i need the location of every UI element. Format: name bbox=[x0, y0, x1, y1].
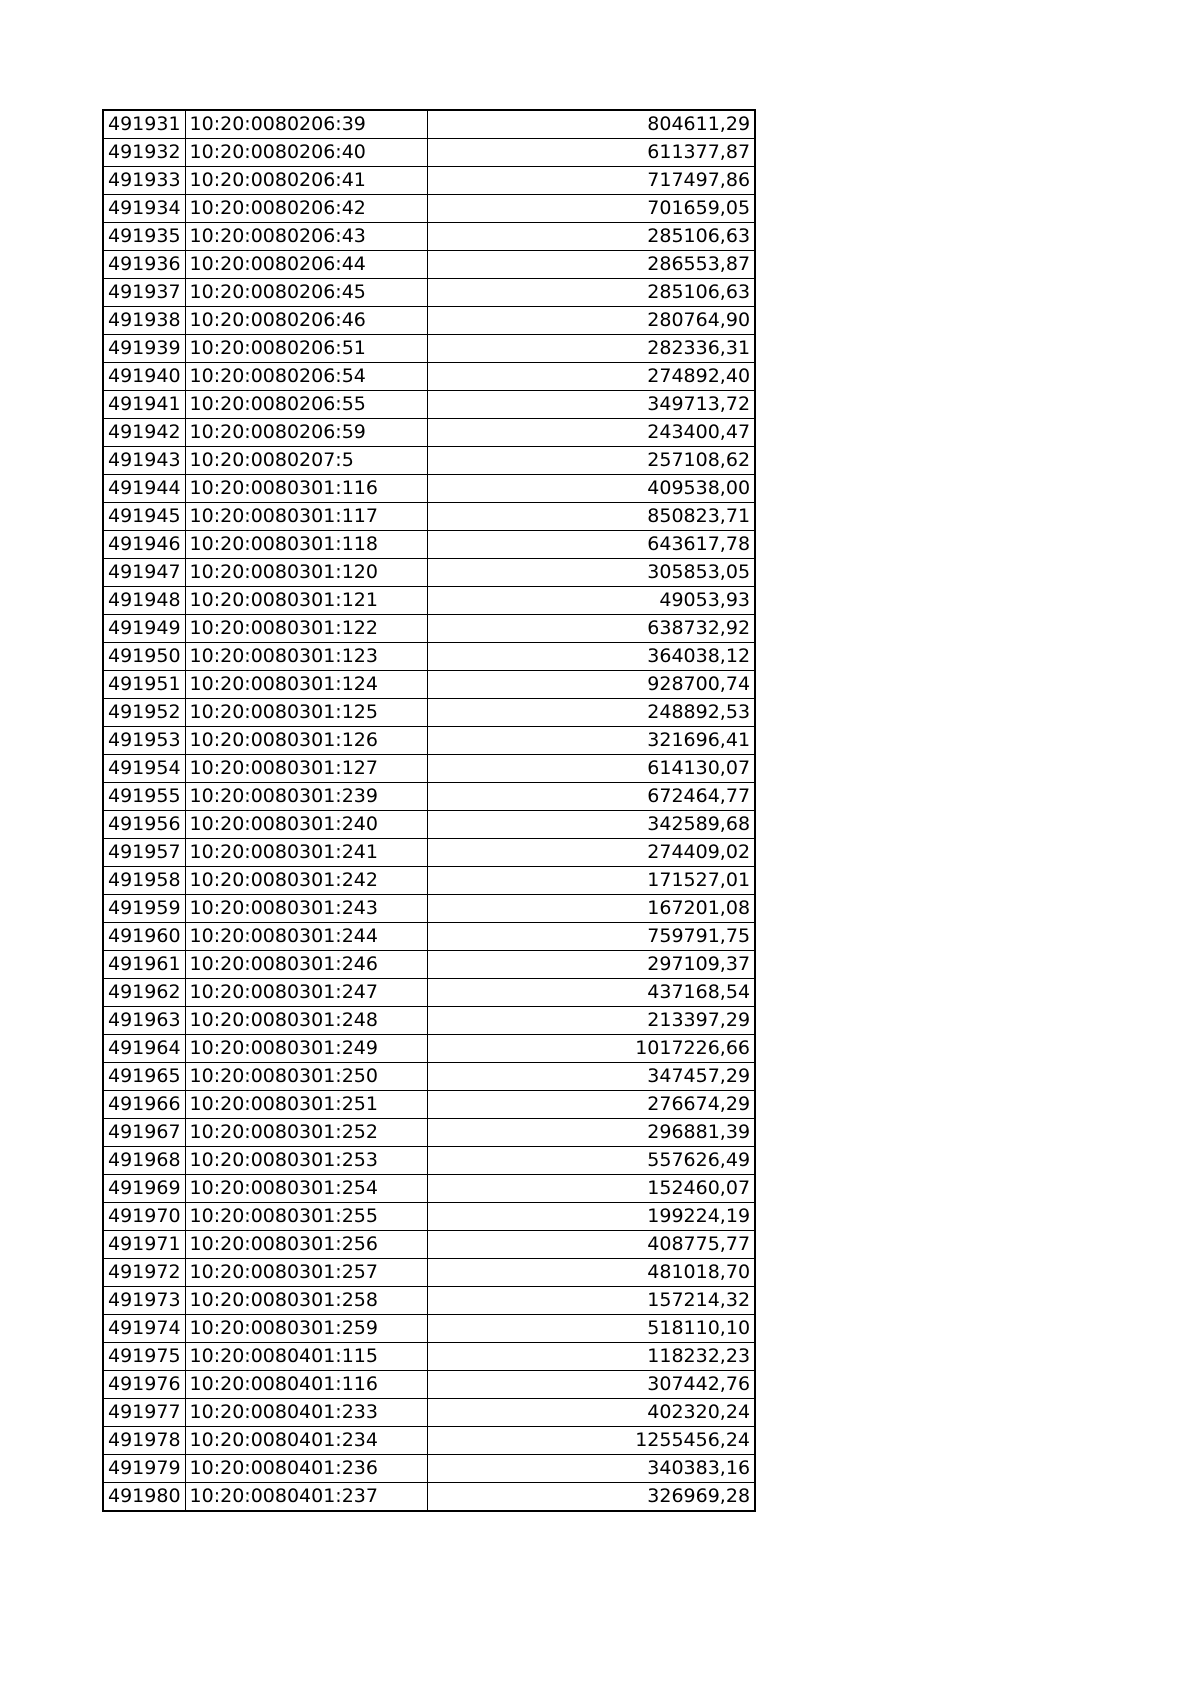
cadastral-number-cell: 10:20:0080301:239 bbox=[185, 783, 427, 811]
cadastral-value-cell: 326969,28 bbox=[427, 1483, 755, 1512]
table-row bbox=[103, 110, 755, 139]
row-number-cell: 491937 bbox=[103, 279, 185, 307]
row-number-cell: 491942 bbox=[103, 419, 185, 447]
cadastral-number-cell: 10:20:0080301:121 bbox=[185, 587, 427, 615]
cadastral-value-cell: 408775,77 bbox=[427, 1231, 755, 1259]
cadastral-value-cell: 437168,54 bbox=[427, 979, 755, 1007]
table-row bbox=[103, 839, 755, 867]
cadastral-number-cell: 10:20:0080301:255 bbox=[185, 1203, 427, 1231]
cadastral-number-cell: 10:20:0080206:54 bbox=[185, 363, 427, 391]
cadastral-value-cell: 276674,29 bbox=[427, 1091, 755, 1119]
cadastral-value-cell: 199224,19 bbox=[427, 1203, 755, 1231]
row-number-cell: 491971 bbox=[103, 1231, 185, 1259]
cadastral-number-cell: 10:20:0080301:251 bbox=[185, 1091, 427, 1119]
cadastral-value-cell: 1255456,24 bbox=[427, 1427, 755, 1455]
table-row bbox=[103, 1455, 755, 1483]
cadastral-value-cell: 118232,23 bbox=[427, 1343, 755, 1371]
cadastral-number-cell: 10:20:0080401:115 bbox=[185, 1343, 427, 1371]
table-row bbox=[103, 447, 755, 475]
cadastral-value-cell: 307442,76 bbox=[427, 1371, 755, 1399]
row-number-cell: 491976 bbox=[103, 1371, 185, 1399]
table-row bbox=[103, 223, 755, 251]
table-row bbox=[103, 167, 755, 195]
table-row bbox=[103, 195, 755, 223]
row-number-cell: 491949 bbox=[103, 615, 185, 643]
cadastral-number-cell: 10:20:0080301:248 bbox=[185, 1007, 427, 1035]
row-number-cell: 491959 bbox=[103, 895, 185, 923]
cadastral-value-cell: 611377,87 bbox=[427, 139, 755, 167]
row-number-cell: 491974 bbox=[103, 1315, 185, 1343]
cadastral-value-cell: 305853,05 bbox=[427, 559, 755, 587]
cadastral-value-cell: 638732,92 bbox=[427, 615, 755, 643]
cadastral-number-cell: 10:20:0080401:234 bbox=[185, 1427, 427, 1455]
cadastral-value-cell: 1017226,66 bbox=[427, 1035, 755, 1063]
cadastral-value-cell: 171527,01 bbox=[427, 867, 755, 895]
cadastral-number-cell: 10:20:0080301:120 bbox=[185, 559, 427, 587]
cadastral-number-cell: 10:20:0080206:59 bbox=[185, 419, 427, 447]
cadastral-value-cell: 409538,00 bbox=[427, 475, 755, 503]
row-number-cell: 491936 bbox=[103, 251, 185, 279]
cadastral-value-cell: 285106,63 bbox=[427, 223, 755, 251]
table-body bbox=[103, 110, 755, 1511]
cadastral-number-cell: 10:20:0080301:249 bbox=[185, 1035, 427, 1063]
cadastral-number-cell: 10:20:0080206:39 bbox=[185, 110, 427, 139]
cadastral-value-cell: 157214,32 bbox=[427, 1287, 755, 1315]
row-number-cell: 491966 bbox=[103, 1091, 185, 1119]
row-number-cell: 491953 bbox=[103, 727, 185, 755]
row-number-cell: 491969 bbox=[103, 1175, 185, 1203]
row-number-cell: 491932 bbox=[103, 139, 185, 167]
cadastral-value-cell: 804611,29 bbox=[427, 110, 755, 139]
row-number-cell: 491961 bbox=[103, 951, 185, 979]
table-row bbox=[103, 1315, 755, 1343]
row-number-cell: 491939 bbox=[103, 335, 185, 363]
cadastral-number-cell: 10:20:0080206:44 bbox=[185, 251, 427, 279]
cadastral-value-cell: 340383,16 bbox=[427, 1455, 755, 1483]
cadastral-value-cell: 347457,29 bbox=[427, 1063, 755, 1091]
table-row bbox=[103, 923, 755, 951]
cadastral-value-cell: 282336,31 bbox=[427, 335, 755, 363]
table-row bbox=[103, 139, 755, 167]
cadastral-number-cell: 10:20:0080301:123 bbox=[185, 643, 427, 671]
cadastral-number-cell: 10:20:0080301:122 bbox=[185, 615, 427, 643]
table-row bbox=[103, 1287, 755, 1315]
cadastral-number-cell: 10:20:0080206:45 bbox=[185, 279, 427, 307]
table-row bbox=[103, 727, 755, 755]
row-number-cell: 491979 bbox=[103, 1455, 185, 1483]
cadastral-value-cell: 274409,02 bbox=[427, 839, 755, 867]
table-row bbox=[103, 615, 755, 643]
row-number-cell: 491931 bbox=[103, 110, 185, 139]
cadastral-number-cell: 10:20:0080301:241 bbox=[185, 839, 427, 867]
cadastral-value-cell: 643617,78 bbox=[427, 531, 755, 559]
cadastral-number-cell: 10:20:0080206:55 bbox=[185, 391, 427, 419]
cadastral-number-cell: 10:20:0080301:253 bbox=[185, 1147, 427, 1175]
row-number-cell: 491935 bbox=[103, 223, 185, 251]
cadastral-value-cell: 296881,39 bbox=[427, 1119, 755, 1147]
table-row bbox=[103, 1119, 755, 1147]
cadastral-number-cell: 10:20:0080301:127 bbox=[185, 755, 427, 783]
cadastral-value-cell: 280764,90 bbox=[427, 307, 755, 335]
row-number-cell: 491954 bbox=[103, 755, 185, 783]
cadastral-value-cell: 167201,08 bbox=[427, 895, 755, 923]
cadastral-number-cell: 10:20:0080301:246 bbox=[185, 951, 427, 979]
row-number-cell: 491938 bbox=[103, 307, 185, 335]
table-row bbox=[103, 783, 755, 811]
cadastral-number-cell: 10:20:0080301:258 bbox=[185, 1287, 427, 1315]
cadastral-number-cell: 10:20:0080401:116 bbox=[185, 1371, 427, 1399]
table-row bbox=[103, 951, 755, 979]
cadastral-value-cell: 850823,71 bbox=[427, 503, 755, 531]
row-number-cell: 491967 bbox=[103, 1119, 185, 1147]
table-row bbox=[103, 1007, 755, 1035]
cadastral-value-cell: 274892,40 bbox=[427, 363, 755, 391]
cadastral-number-cell: 10:20:0080401:233 bbox=[185, 1399, 427, 1427]
cadastral-value-cell: 701659,05 bbox=[427, 195, 755, 223]
table-row bbox=[103, 363, 755, 391]
cadastral-value-cell: 557626,49 bbox=[427, 1147, 755, 1175]
cadastral-number-cell: 10:20:0080206:51 bbox=[185, 335, 427, 363]
row-number-cell: 491945 bbox=[103, 503, 185, 531]
row-number-cell: 491965 bbox=[103, 1063, 185, 1091]
table-row bbox=[103, 699, 755, 727]
table-row bbox=[103, 1091, 755, 1119]
table-row bbox=[103, 867, 755, 895]
row-number-cell: 491950 bbox=[103, 643, 185, 671]
cadastral-number-cell: 10:20:0080301:242 bbox=[185, 867, 427, 895]
row-number-cell: 491975 bbox=[103, 1343, 185, 1371]
cadastral-number-cell: 10:20:0080301:124 bbox=[185, 671, 427, 699]
cadastral-number-cell: 10:20:0080301:118 bbox=[185, 531, 427, 559]
row-number-cell: 491956 bbox=[103, 811, 185, 839]
cadastral-number-cell: 10:20:0080301:125 bbox=[185, 699, 427, 727]
row-number-cell: 491970 bbox=[103, 1203, 185, 1231]
row-number-cell: 491951 bbox=[103, 671, 185, 699]
cadastral-number-cell: 10:20:0080301:247 bbox=[185, 979, 427, 1007]
cadastral-number-cell: 10:20:0080301:244 bbox=[185, 923, 427, 951]
row-number-cell: 491972 bbox=[103, 1259, 185, 1287]
row-number-cell: 491946 bbox=[103, 531, 185, 559]
table-row bbox=[103, 671, 755, 699]
table-row bbox=[103, 755, 755, 783]
cadastral-value-cell: 321696,41 bbox=[427, 727, 755, 755]
row-number-cell: 491962 bbox=[103, 979, 185, 1007]
row-number-cell: 491933 bbox=[103, 167, 185, 195]
table-row bbox=[103, 1175, 755, 1203]
cadastral-value-cell: 518110,10 bbox=[427, 1315, 755, 1343]
cadastral-number-cell: 10:20:0080401:237 bbox=[185, 1483, 427, 1512]
row-number-cell: 491941 bbox=[103, 391, 185, 419]
table-row bbox=[103, 1371, 755, 1399]
table-row bbox=[103, 1147, 755, 1175]
cadastral-number-cell: 10:20:0080301:250 bbox=[185, 1063, 427, 1091]
cadastral-value-cell: 342589,68 bbox=[427, 811, 755, 839]
row-number-cell: 491980 bbox=[103, 1483, 185, 1512]
cadastral-number-cell: 10:20:0080206:42 bbox=[185, 195, 427, 223]
cadastral-value-cell: 614130,07 bbox=[427, 755, 755, 783]
table-row bbox=[103, 587, 755, 615]
row-number-cell: 491948 bbox=[103, 587, 185, 615]
row-number-cell: 491958 bbox=[103, 867, 185, 895]
row-number-cell: 491955 bbox=[103, 783, 185, 811]
cadastral-number-cell: 10:20:0080401:236 bbox=[185, 1455, 427, 1483]
table-row bbox=[103, 307, 755, 335]
cadastral-value-cell: 243400,47 bbox=[427, 419, 755, 447]
cadastral-value-cell: 152460,07 bbox=[427, 1175, 755, 1203]
table-row bbox=[103, 531, 755, 559]
cadastral-value-cell: 297109,37 bbox=[427, 951, 755, 979]
cadastral-number-cell: 10:20:0080301:254 bbox=[185, 1175, 427, 1203]
cadastral-number-cell: 10:20:0080301:256 bbox=[185, 1231, 427, 1259]
row-number-cell: 491947 bbox=[103, 559, 185, 587]
cadastral-number-cell: 10:20:0080206:43 bbox=[185, 223, 427, 251]
row-number-cell: 491957 bbox=[103, 839, 185, 867]
cadastral-value-cell: 759791,75 bbox=[427, 923, 755, 951]
row-number-cell: 491944 bbox=[103, 475, 185, 503]
table-row bbox=[103, 391, 755, 419]
table-row bbox=[103, 475, 755, 503]
table-row bbox=[103, 1203, 755, 1231]
table-row bbox=[103, 895, 755, 923]
table-row bbox=[103, 1259, 755, 1287]
table-row bbox=[103, 811, 755, 839]
cadastral-number-cell: 10:20:0080301:117 bbox=[185, 503, 427, 531]
cadastral-value-cell: 364038,12 bbox=[427, 643, 755, 671]
cadastral-value-table bbox=[102, 109, 756, 1512]
table-row bbox=[103, 251, 755, 279]
table-row bbox=[103, 1231, 755, 1259]
row-number-cell: 491940 bbox=[103, 363, 185, 391]
table-row bbox=[103, 643, 755, 671]
cadastral-value-cell: 285106,63 bbox=[427, 279, 755, 307]
row-number-cell: 491960 bbox=[103, 923, 185, 951]
cadastral-number-cell: 10:20:0080301:240 bbox=[185, 811, 427, 839]
table-row bbox=[103, 503, 755, 531]
cadastral-value-cell: 49053,93 bbox=[427, 587, 755, 615]
table-row bbox=[103, 279, 755, 307]
row-number-cell: 491963 bbox=[103, 1007, 185, 1035]
cadastral-value-cell: 717497,86 bbox=[427, 167, 755, 195]
cadastral-value-cell: 402320,24 bbox=[427, 1399, 755, 1427]
row-number-cell: 491973 bbox=[103, 1287, 185, 1315]
cadastral-value-cell: 286553,87 bbox=[427, 251, 755, 279]
table-row bbox=[103, 559, 755, 587]
cadastral-number-cell: 10:20:0080301:257 bbox=[185, 1259, 427, 1287]
table-row bbox=[103, 1035, 755, 1063]
cadastral-number-cell: 10:20:0080301:116 bbox=[185, 475, 427, 503]
cadastral-number-cell: 10:20:0080301:259 bbox=[185, 1315, 427, 1343]
row-number-cell: 491943 bbox=[103, 447, 185, 475]
table-row bbox=[103, 1427, 755, 1455]
table-row bbox=[103, 1483, 755, 1512]
cadastral-number-cell: 10:20:0080301:252 bbox=[185, 1119, 427, 1147]
row-number-cell: 491978 bbox=[103, 1427, 185, 1455]
table-row bbox=[103, 979, 755, 1007]
cadastral-value-cell: 213397,29 bbox=[427, 1007, 755, 1035]
table-row bbox=[103, 335, 755, 363]
cadastral-number-cell: 10:20:0080207:5 bbox=[185, 447, 427, 475]
table-row bbox=[103, 419, 755, 447]
cadastral-value-cell: 672464,77 bbox=[427, 783, 755, 811]
table-row bbox=[103, 1063, 755, 1091]
cadastral-value-cell: 349713,72 bbox=[427, 391, 755, 419]
table-row bbox=[103, 1399, 755, 1427]
row-number-cell: 491968 bbox=[103, 1147, 185, 1175]
table-row bbox=[103, 1343, 755, 1371]
cadastral-value-cell: 248892,53 bbox=[427, 699, 755, 727]
row-number-cell: 491977 bbox=[103, 1399, 185, 1427]
row-number-cell: 491934 bbox=[103, 195, 185, 223]
cadastral-number-cell: 10:20:0080206:41 bbox=[185, 167, 427, 195]
row-number-cell: 491964 bbox=[103, 1035, 185, 1063]
row-number-cell: 491952 bbox=[103, 699, 185, 727]
cadastral-value-cell: 257108,62 bbox=[427, 447, 755, 475]
cadastral-number-cell: 10:20:0080301:126 bbox=[185, 727, 427, 755]
cadastral-number-cell: 10:20:0080206:46 bbox=[185, 307, 427, 335]
cadastral-value-cell: 928700,74 bbox=[427, 671, 755, 699]
cadastral-number-cell: 10:20:0080206:40 bbox=[185, 139, 427, 167]
cadastral-value-cell: 481018,70 bbox=[427, 1259, 755, 1287]
cadastral-number-cell: 10:20:0080301:243 bbox=[185, 895, 427, 923]
